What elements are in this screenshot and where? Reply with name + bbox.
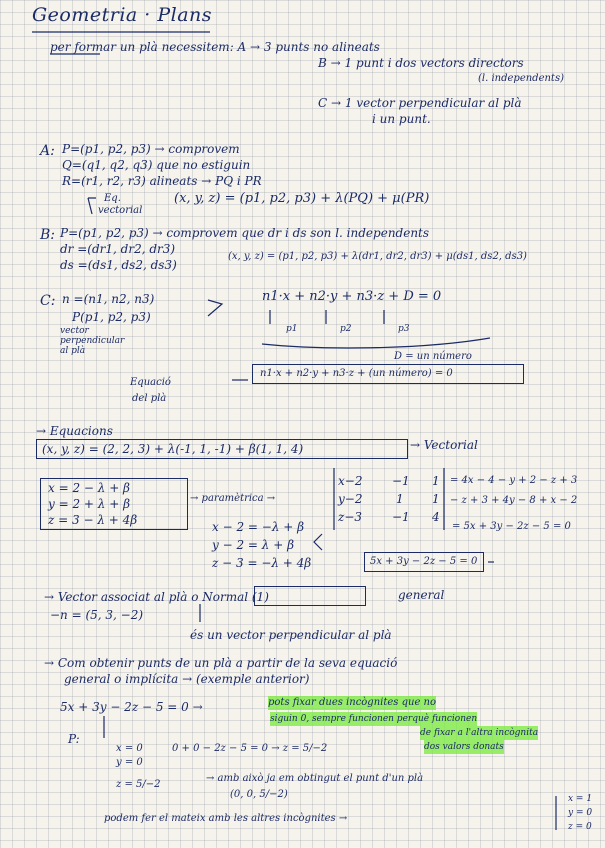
- section-a-eq-label: Eq.: [104, 193, 121, 204]
- points-line-2: general o implícita → (exemple anterior): [64, 672, 310, 686]
- normal-line-1: → Vector associat al plà o Normal (1): [44, 590, 269, 604]
- normal-description: és un vector perpendicular al plà: [190, 628, 392, 642]
- section-c-normal: n =(n1, n2, n3): [62, 292, 155, 306]
- parametric-x: x = 2 − λ + β: [48, 481, 130, 495]
- points-calc: 0 + 0 − 2z − 5 = 0 → z = 5/−2: [172, 743, 328, 754]
- normal-vector: −n = (5, 3, −2): [50, 608, 144, 622]
- points-highlight-1: pots fixar dues incògnites que no: [268, 697, 436, 708]
- det-m13: 1: [432, 474, 440, 488]
- points-point: (0, 0, 5/−2): [230, 789, 288, 800]
- intro-line-1: per formar un plà necessitem: A → 3 punts no alineats: [50, 40, 380, 54]
- points-xs: x = 1: [568, 794, 593, 804]
- det-m31: z−3: [338, 510, 363, 524]
- points-highlight-4: dos valors donats: [424, 742, 504, 752]
- points-highlight-3: de fixar a l'altra incògnita: [420, 728, 539, 738]
- parametric-alt-y: y − 2 = λ + β: [212, 538, 295, 552]
- det-m23: 1: [432, 492, 440, 506]
- section-c-p2: p2: [340, 324, 352, 334]
- section-c-point: P(p1, p2, p3): [72, 310, 151, 324]
- section-c-d-note: D = un número: [394, 351, 472, 362]
- parametric-z: z = 3 − λ + 4β: [48, 513, 138, 527]
- section-a-line-3: R=(r1, r2, r3) alineats → PQ i PR: [62, 174, 262, 188]
- section-a-bracket: [88, 198, 96, 214]
- det-m11: x−2: [338, 474, 363, 488]
- points-y0: y = 0: [116, 757, 143, 768]
- parametric-label: → paramètrica →: [190, 493, 276, 504]
- points-equation: 5x + 3y − 2z − 5 = 0 →: [60, 700, 203, 714]
- det-m33: 4: [432, 510, 440, 524]
- section-b-line-1: P=(p1, p2, p3) → comprovem que dr i ds son l. independents: [60, 226, 430, 240]
- det-m22: 1: [396, 492, 404, 506]
- points-ys: y = 0: [568, 808, 593, 818]
- vectorial-label: → Vectorial: [410, 438, 478, 452]
- points-ps: P:: [68, 732, 80, 746]
- det-expansion-3: = 5x + 3y − 2z − 5 = 0: [452, 521, 571, 532]
- vectorial-equation: (x, y, z) = (2, 2, 3) + λ(-1, 1, -1) + β(1, 1, 4): [42, 442, 304, 456]
- points-zs: z = 0: [568, 822, 592, 832]
- det-m12: −1: [392, 474, 410, 488]
- intro-line-4: C → 1 vector perpendicular al plà: [318, 96, 522, 110]
- section-c-arrows: [270, 310, 384, 324]
- section-a-line-2: Q=(q1, q2, q3) que no estiguin: [62, 158, 251, 172]
- section-c-plane-equation: n1·x + n2·y + n3·z + D = 0: [262, 289, 442, 304]
- parametric-alt-x: x − 2 = −λ + β: [212, 520, 305, 534]
- section-a-vectorial-label: vectorial: [98, 205, 143, 216]
- general-label: general: [398, 588, 445, 602]
- det-expansion-2: − z + 3 + 4y − 8 + x − 2: [450, 495, 578, 506]
- section-b-line-2: dr =(dr1, dr2, dr3): [60, 242, 176, 256]
- det-m21: y−2: [338, 492, 363, 506]
- section-c-curve: [262, 338, 490, 348]
- section-a-label: A:: [40, 143, 55, 159]
- general-equation: 5x + 3y − 2z − 5 = 0: [370, 556, 478, 567]
- points-result-text: → amb això ja em obtingut el punt d'un plà: [206, 773, 424, 784]
- section-c-brace: [208, 300, 222, 316]
- page-title: Geometria · Plans: [32, 4, 213, 26]
- determinant-brace: [314, 534, 322, 550]
- section-a-line-1: P=(p1, p2, p3) → comprovem: [62, 142, 240, 156]
- section-c-general-label-2: del plà: [132, 393, 167, 404]
- points-last: podem fer el mateix amb les altres incògnites →: [104, 813, 348, 824]
- det-expansion-1: = 4x − 4 − y + 2 − z + 3: [450, 475, 578, 486]
- points-line-1: → Com obtenir punts de un plà a partir de la seva equació: [44, 656, 398, 670]
- equations-header: → Equacions: [36, 424, 113, 438]
- points-highlight-2: siguin 0, sempre funcionen perquè funcionen: [270, 714, 478, 724]
- section-b-label: B:: [40, 227, 56, 243]
- intro-line-5: i un punt.: [372, 112, 431, 126]
- intro-line-3: (l. independents): [478, 73, 564, 84]
- section-c-side-note: vector perpendicular al plà: [60, 326, 125, 356]
- determinant-bars: [334, 468, 444, 530]
- section-c-p3: p3: [398, 324, 410, 334]
- det-m32: −1: [392, 510, 410, 524]
- parametric-y: y = 2 + λ + β: [48, 497, 131, 511]
- section-b-vector-equation: (x, y, z) = (p1, p2, p3) + λ(dr1, dr2, dr3) + μ(ds1, ds2, ds3): [228, 251, 527, 262]
- section-c-p1: p1: [286, 324, 298, 334]
- section-c-general-equation: n1·x + n2·y + n3·z + (un número) = 0: [260, 368, 453, 379]
- points-z: z = 5/−2: [116, 779, 161, 790]
- section-c-general-label-1: Equació: [130, 377, 171, 388]
- section-c-label: C:: [40, 293, 56, 309]
- intro-line-2: B → 1 punt i dos vectors directors: [318, 56, 524, 70]
- section-a-vector-equation: (x, y, z) = (p1, p2, p3) + λ(PQ) + μ(PR): [174, 191, 430, 206]
- points-x0: x = 0: [116, 743, 143, 754]
- section-b-line-3: ds =(ds1, ds2, ds3): [60, 258, 177, 272]
- parametric-alt-z: z − 3 = −λ + 4β: [212, 556, 312, 570]
